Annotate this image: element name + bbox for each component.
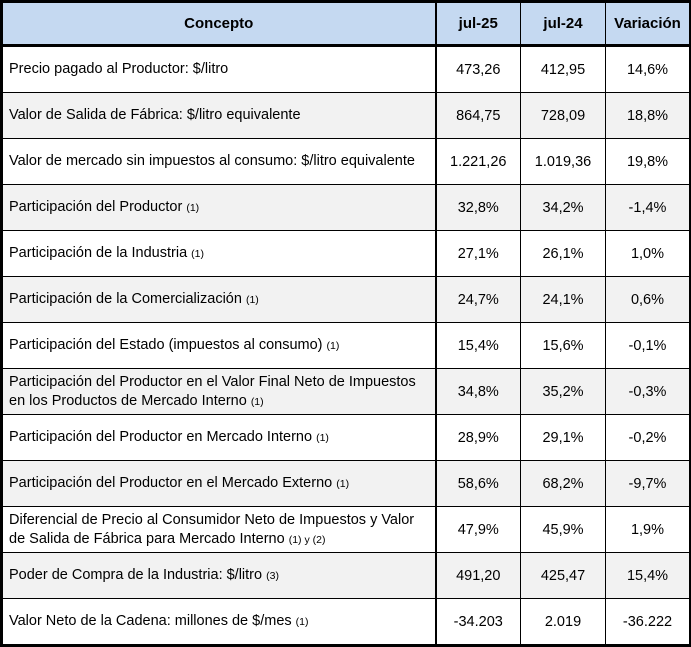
value-cell-variacion: -0,3%	[606, 369, 691, 415]
value-cell-jul-24: 2.019	[521, 599, 606, 646]
concepto-text: Participación de la Comercialización	[9, 291, 242, 308]
concepto-text: Poder de Compra de la Industria: $/litro	[9, 567, 263, 584]
concepto-text: Diferencial de Precio al Consumidor Neto de Impuestos y Valor de Salida de Fábrica para Mercado Interno	[9, 511, 415, 547]
value-cell-jul-24: 34,2%	[521, 185, 606, 231]
footnote-marker: (1)	[250, 395, 264, 408]
concepto-text: Participación del Estado (impuestos al consumo)	[9, 337, 323, 354]
header-row	[2, 2, 691, 46]
value-cell-jul-25: 491,20	[436, 553, 521, 599]
value-cell-variacion: -9,7%	[606, 461, 691, 507]
value-cell-variacion: 1,0%	[606, 231, 691, 277]
value-cell-jul-25: 24,7%	[436, 277, 521, 323]
value-cell-jul-24: 15,6%	[521, 323, 606, 369]
footnote-marker: (1)	[186, 202, 200, 215]
concepto-text: Participación del Productor en el Mercado Externo	[9, 475, 333, 492]
concepto-text: Valor Neto de la Cadena: millones de $/mes	[9, 613, 292, 630]
concepto-text: Participación del Productor	[9, 199, 183, 216]
value-cell-jul-24: 29,1%	[521, 415, 606, 461]
value-cell-variacion: -36.222	[606, 599, 691, 646]
table-row	[2, 323, 691, 369]
value-cell-variacion: -0,1%	[606, 323, 691, 369]
value-cell-jul-25: 473,26	[436, 46, 521, 93]
footnote-marker: (3)	[266, 570, 279, 583]
value-cell-jul-24: 26,1%	[521, 231, 606, 277]
value-cell-variacion: 1,9%	[606, 507, 691, 553]
value-cell-variacion: 15,4%	[606, 553, 691, 599]
concepto-cell	[2, 415, 436, 461]
value-cell-jul-24: 45,9%	[521, 507, 606, 553]
header-cell-concepto: Concepto	[2, 2, 436, 46]
concepto-text: Participación de la Industria	[9, 245, 188, 262]
value-cell-jul-25: 1.221,26	[436, 139, 521, 185]
footnote-marker: (1)	[336, 478, 350, 491]
table-row	[2, 277, 691, 323]
table-row	[2, 599, 691, 646]
concepto-cell	[2, 185, 436, 231]
value-cell-variacion: 19,8%	[606, 139, 691, 185]
value-cell-variacion: 0,6%	[606, 277, 691, 323]
concepto-cell	[2, 277, 436, 323]
concepto-text: Participación del Productor en Mercado Interno	[9, 429, 313, 446]
value-cell-jul-25: 32,8%	[436, 185, 521, 231]
concepto-cell	[2, 461, 436, 507]
table-row	[2, 185, 691, 231]
concepto-cell	[2, 369, 436, 415]
concepto-cell	[2, 46, 436, 93]
table-row	[2, 415, 691, 461]
footnote-marker: (1)	[316, 432, 329, 445]
table-body	[2, 46, 691, 646]
value-cell-jul-25: 864,75	[436, 93, 521, 139]
table-row	[2, 507, 691, 553]
value-cell-variacion: -0,2%	[606, 415, 691, 461]
value-cell-jul-25: 28,9%	[436, 415, 521, 461]
value-cell-jul-25: 47,9%	[436, 507, 521, 553]
value-cell-jul-25: 15,4%	[436, 323, 521, 369]
header-cell-jul-24: jul-24	[521, 2, 606, 46]
footnote-marker: (1)	[245, 294, 259, 307]
concepto-text: Valor de Salida de Fábrica: $/litro equivalente	[9, 107, 301, 124]
concepto-cell	[2, 553, 436, 599]
concepto-text: Valor de mercado sin impuestos al consumo: $/litro equivalente	[9, 153, 415, 170]
concepto-text: Participación del Productor en el Valor Final Neto de Impuestos en los Productos de Mercado Interno	[9, 373, 416, 409]
value-cell-jul-24: 1.019,36	[521, 139, 606, 185]
value-cell-jul-24: 24,1%	[521, 277, 606, 323]
footnote-marker: (1)	[191, 248, 205, 261]
header-cell-variacion: Variación	[606, 2, 691, 46]
value-cell-variacion: 14,6%	[606, 46, 691, 93]
value-cell-jul-25: 27,1%	[436, 231, 521, 277]
value-cell-jul-24: 35,2%	[521, 369, 606, 415]
header-cell-jul-25: jul-25	[436, 2, 521, 46]
concepto-cell	[2, 599, 436, 646]
footnote-marker: (1)	[326, 340, 340, 353]
footnote-marker: (1)	[295, 616, 309, 629]
value-cell-jul-25: -34.203	[436, 599, 521, 646]
value-cell-jul-24: 425,47	[521, 553, 606, 599]
concepto-cell	[2, 323, 436, 369]
value-cell-variacion: 18,8%	[606, 93, 691, 139]
value-cell-jul-24: 412,95	[521, 46, 606, 93]
table-row	[2, 93, 691, 139]
value-cell-jul-25: 58,6%	[436, 461, 521, 507]
table-row	[2, 553, 691, 599]
table-header	[2, 2, 691, 46]
table-row	[2, 46, 691, 93]
concepto-cell	[2, 93, 436, 139]
concepto-cell	[2, 507, 436, 553]
table-row	[2, 369, 691, 415]
value-cell-jul-25: 34,8%	[436, 369, 521, 415]
value-cell-variacion: -1,4%	[606, 185, 691, 231]
concepto-cell	[2, 139, 436, 185]
table-row	[2, 139, 691, 185]
value-cell-jul-24: 728,09	[521, 93, 606, 139]
concepto-cell	[2, 231, 436, 277]
value-cell-jul-24: 68,2%	[521, 461, 606, 507]
concepto-text: Precio pagado al Productor: $/litro	[9, 61, 229, 78]
table-row	[2, 461, 691, 507]
footnote-marker: (1) y (2)	[288, 533, 326, 546]
table-row	[2, 231, 691, 277]
